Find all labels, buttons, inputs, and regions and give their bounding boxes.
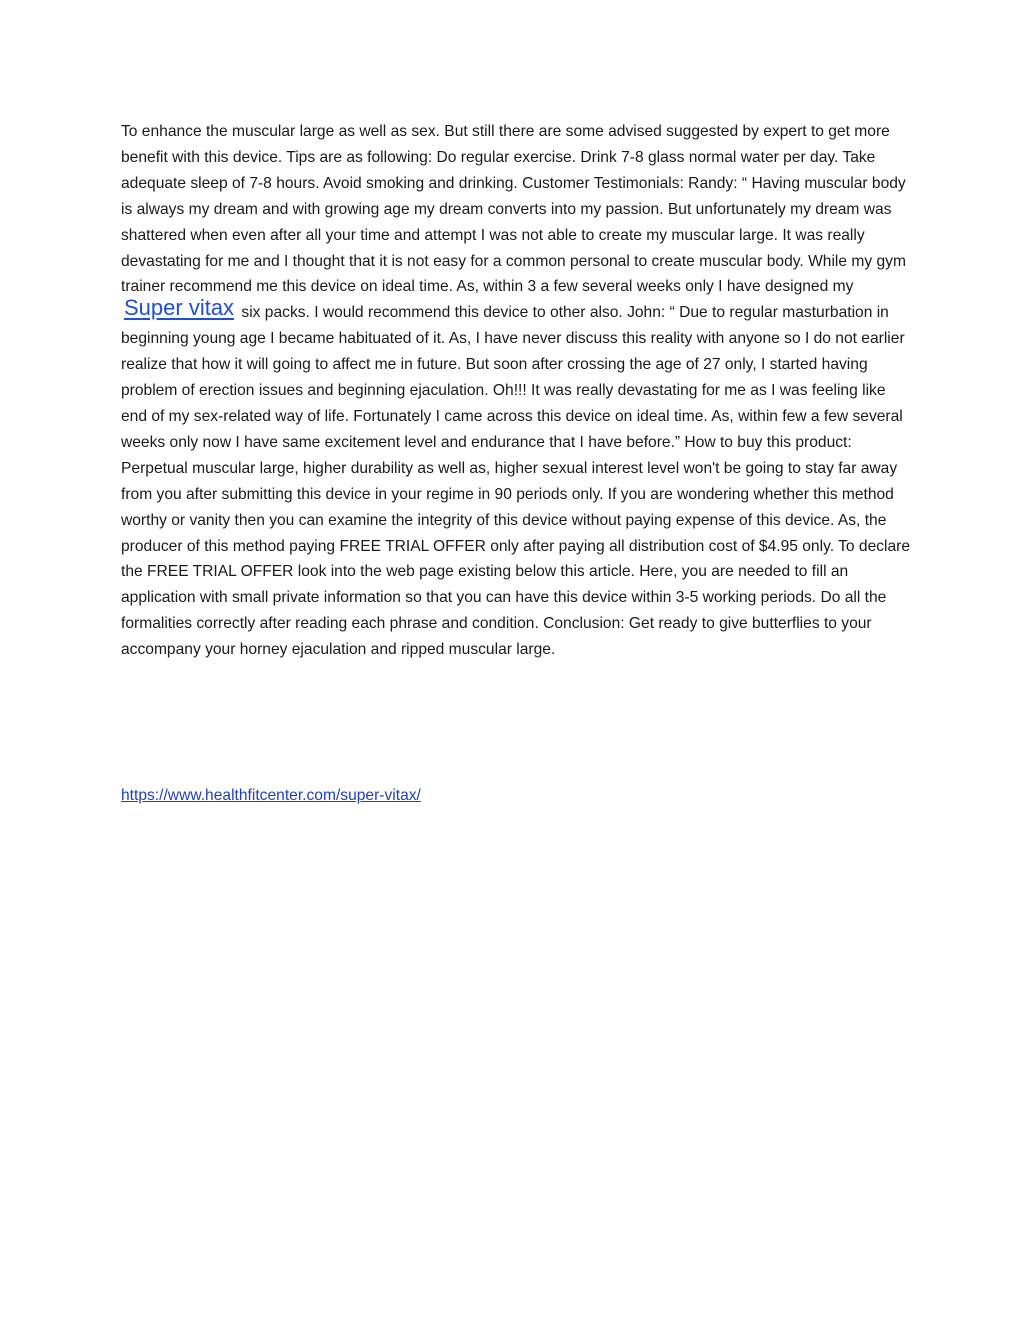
super-vitax-link[interactable]: Super vitax	[124, 295, 235, 321]
healthfitcenter-url-link[interactable]: https://www.healthfitcenter.com/super-vitax/	[121, 787, 421, 804]
article-text-before-link: To enhance the muscular large as well as sex. But still there are some advised suggested by expert to get more benefit with this device. Tips are as following: Do regular exercise. Drink 7-8 glass normal water per day. Take adequate sleep of 7-8 hours. Avoid smoking and drinking. Customer Testimonials: Randy: “ Having muscular body is always my dream and with growing age my dream converts into my passion. But unfortunately my dream was shattered when even after all your time and attempt I was not able to create my muscular large. It was really devastating for me and I thought that it is not easy for a common personal to create muscular body. While my gym trainer recommend me this device on ideal time. As, within 3 a few several weeks only I have designed my	[121, 123, 906, 296]
footer-url-line	[121, 784, 421, 808]
article-paragraph	[121, 119, 911, 663]
article-text-after-link: six packs. I would recommend this device to other also. John: “ Due to regular masturbation in beginning young age I became habituated of it. As, I have never discuss this reality with anyone so I do not earlier realize that how it will going to affect me in future. But soon after crossing the age of 27 only, I started having problem of erection issues and beginning ejaculation. Oh!!! It was really devastating for me as I was feeling like end of my sex-related way of life. Fortunately I came across this device on ideal time. As, within few a few several weeks only now I have same excitement level and endurance that I have before.” How to buy this product: Perpetual muscular large, higher durability as well as, higher sexual interest level won't be going to stay far away from you after submitting this device in your regime in 90 periods only. If you are wondering whether this method worthy or vanity then you can examine the integrity of this device without paying expense of this device. As, the producer of this method paying FREE TRIAL OFFER only after paying all distribution cost of $4.95 only. To declare the FREE TRIAL OFFER look into the web page existing below this article. Here, you are needed to fill an application with small private information so that you can have this device within 3-5 working periods. Do all the formalities correctly after reading each phrase and condition. Conclusion: Get ready to give butterflies to your accompany your horney ejaculation and ripped muscular large.	[121, 304, 911, 659]
